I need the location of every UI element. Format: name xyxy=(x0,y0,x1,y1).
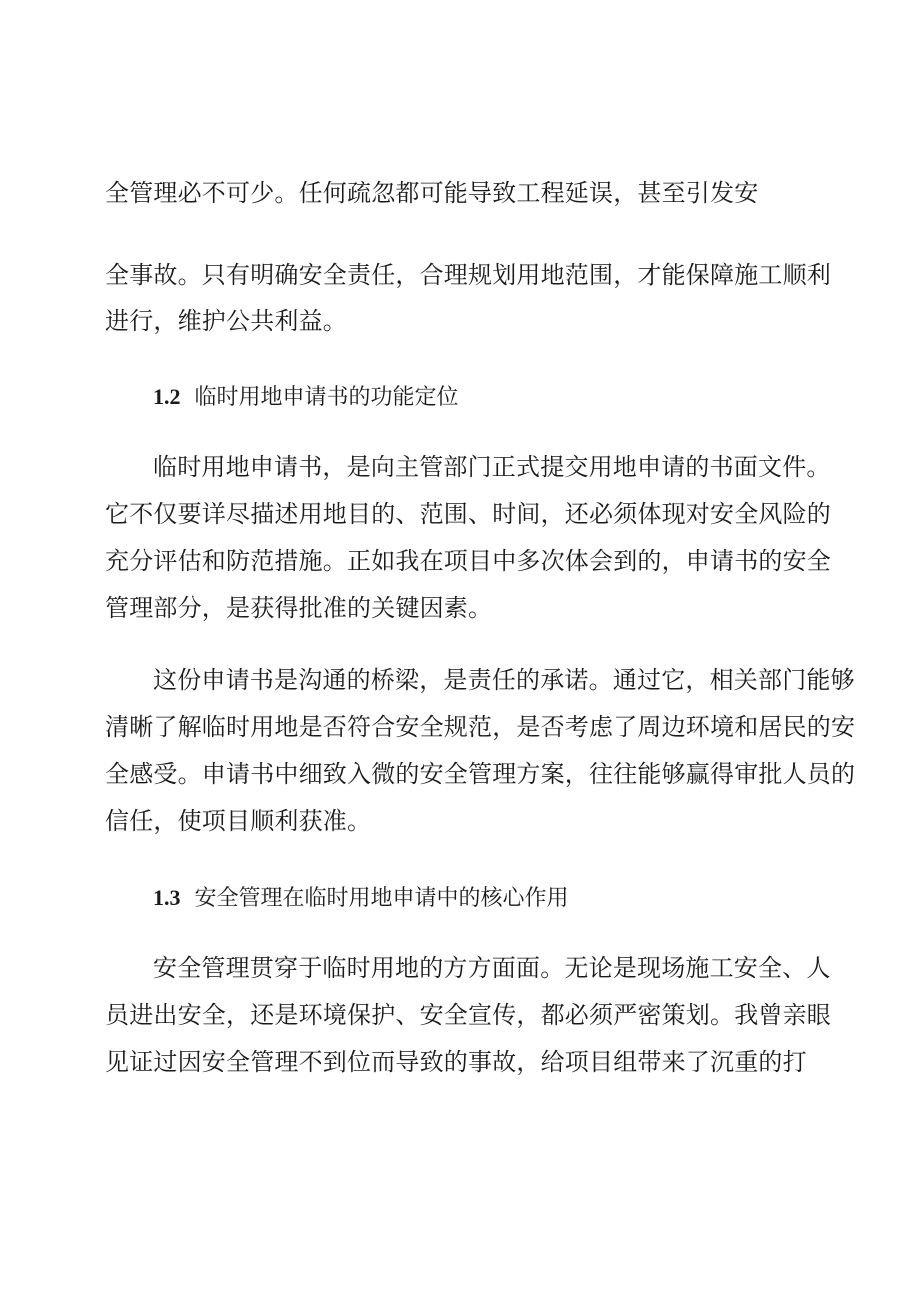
body-text-line: 这份申请书是沟通的桥梁，是责任的承诺。通过它，相关部门能够 xyxy=(153,666,855,694)
body-text-line: 安全管理贯穿于临时用地的方方面面。无论是现场施工安全、人 xyxy=(153,954,831,982)
body-text-line: 信任，使项目顺利获准。 xyxy=(105,807,372,835)
body-text-line: 全管理必不可少。任何疏忽都可能导致工程延误，甚至引发安 xyxy=(105,179,759,207)
body-text-line: 它不仅要详尽描述用地目的、范围、时间，还必须体现对安全风险的 xyxy=(105,500,831,528)
section-number: 1.3 xyxy=(153,885,181,910)
section-heading-1-3 xyxy=(153,883,569,914)
body-text-line: 临时用地申请书，是向主管部门正式提交用地申请的书面文件。 xyxy=(153,453,831,481)
body-text-line: 全事故。只有明确安全责任，合理规划用地范围，才能保障施工顺利 xyxy=(105,261,831,289)
body-text-line: 充分评估和防范措施。正如我在项目中多次体会到的，申请书的安全 xyxy=(105,547,831,575)
section-title: 安全管理在临时用地申请中的核心作用 xyxy=(194,886,569,911)
body-text-line: 见证过因安全管理不到位而导致的事故，给项目组带来了沉重的打 xyxy=(105,1048,807,1076)
body-text-line: 员进出安全，还是环境保护、安全宣传，都必须严密策划。我曾亲眼 xyxy=(105,1001,831,1029)
body-text-line: 进行，维护公共利益。 xyxy=(105,307,347,335)
section-number: 1.2 xyxy=(153,384,181,409)
body-text-line: 管理部分，是获得批准的关键因素。 xyxy=(105,594,493,622)
section-heading-1-2 xyxy=(153,382,459,413)
body-text-line: 全感受。申请书中细致入微的安全管理方案，往往能够赢得审批人员的 xyxy=(105,760,856,788)
section-title: 临时用地申请书的功能定位 xyxy=(194,385,459,410)
body-text-line: 清晰了解临时用地是否符合安全规范，是否考虑了周边环境和居民的安 xyxy=(105,713,856,741)
